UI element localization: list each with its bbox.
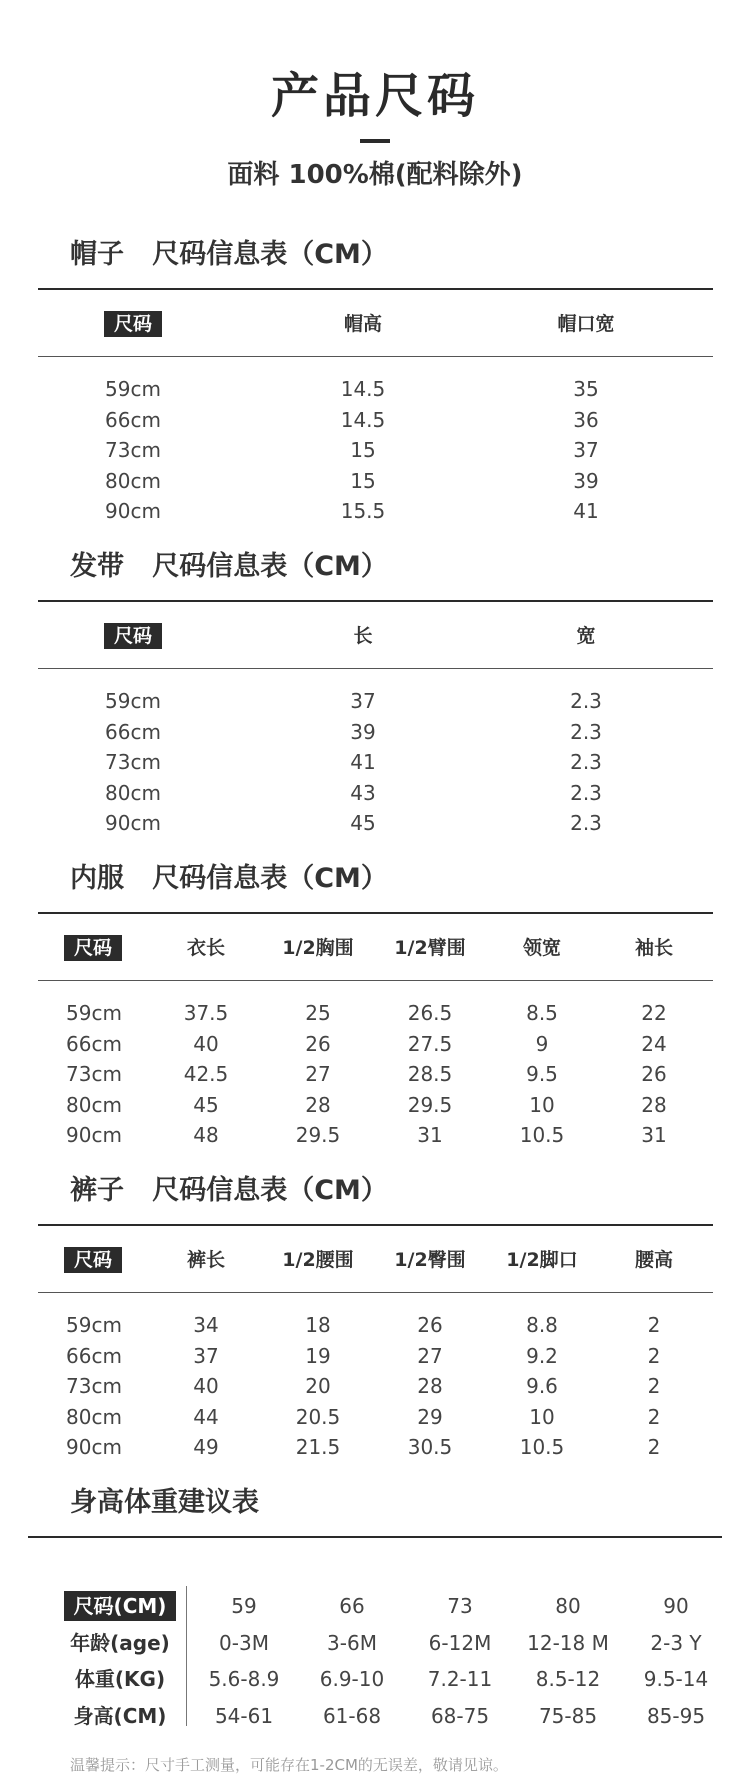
table-cell: 80 [555, 1594, 581, 1618]
header-cell-body-length: 衣长 [186, 937, 225, 959]
table-row [38, 435, 713, 465]
table-cell: 18 [305, 1313, 331, 1337]
height-weight-table [28, 1534, 722, 1734]
pants-section-title: 裤子 尺码信息表（CM） [70, 1175, 388, 1206]
title-divider [360, 139, 390, 143]
table-cell: 61-68 [322, 1703, 382, 1728]
table-cell: 0-3M [219, 1630, 269, 1655]
table-cell: 26 [305, 1031, 331, 1056]
table-cell: 73cm [105, 750, 161, 774]
table-row [38, 717, 713, 747]
table-cell: 26 [641, 1062, 667, 1086]
table-row [28, 1589, 722, 1623]
table-row [38, 1371, 713, 1401]
measurement-tip: 温馨提示：尺寸手工测量，可能存在1-2CM的无误差，敬请见谅。 [70, 1756, 508, 1774]
table-cell: 12-18 M [527, 1630, 609, 1655]
header-bottom-rule [38, 668, 713, 669]
header-cell-waist-height: 腰高 [634, 1249, 673, 1271]
table-row [38, 374, 713, 404]
header-cell-hat-height: 帽高 [343, 313, 382, 335]
table-cell: 2 [647, 1404, 661, 1429]
header-cell-size: 尺码 [38, 1246, 148, 1274]
table-cell: 42.5 [183, 1062, 229, 1086]
table-cell: 8.5 [526, 1001, 558, 1025]
table-cell: 30.5 [407, 1435, 453, 1459]
table-cell: 90cm [66, 1123, 122, 1147]
top-section-title: 内服 尺码信息表（CM） [70, 863, 388, 894]
row-label: 体重(KG) [74, 1667, 166, 1691]
page-title: 产品尺码 [270, 68, 479, 124]
table-cell: 10 [529, 1404, 555, 1429]
header-cell-collar-width: 领宽 [522, 937, 561, 959]
header-cell-half-hip: 1/2臀围 [394, 1249, 466, 1271]
table-row [38, 778, 713, 808]
table-row [38, 1090, 713, 1120]
table-cell: 80cm [105, 780, 161, 805]
table-cell: 66 [339, 1594, 365, 1618]
header-bottom-rule [38, 1292, 713, 1293]
table-cell: 41 [350, 750, 376, 774]
table-cell: 8.8 [526, 1313, 558, 1337]
table-cell: 25 [305, 1001, 331, 1025]
table-cell: 6.9-10 [319, 1667, 385, 1691]
table-cell: 41 [573, 499, 599, 523]
table-row [38, 808, 713, 838]
table-cell: 9.6 [526, 1374, 558, 1398]
table-cell: 31 [417, 1123, 443, 1147]
table-row [28, 1626, 722, 1660]
table-cell: 39 [573, 468, 599, 493]
table-cell: 20 [305, 1374, 331, 1398]
table-cell: 28 [641, 1092, 667, 1117]
table-cell: 54-61 [214, 1703, 274, 1728]
table-cell: 37 [193, 1343, 219, 1368]
table-cell: 59cm [105, 377, 161, 401]
table-cell: 27 [417, 1343, 443, 1368]
table-row [38, 1059, 713, 1089]
row-label: 身高(CM) [73, 1703, 167, 1728]
table-cell: 73 [447, 1594, 473, 1618]
hat-header-row [38, 310, 713, 338]
table-cell: 2.3 [570, 811, 602, 835]
table-row [28, 1699, 722, 1733]
weight-section-title: 身高体重建议表 [70, 1487, 259, 1518]
table-cell: 73cm [105, 438, 161, 462]
table-cell: 66cm [105, 407, 161, 432]
table-cell: 10 [529, 1092, 555, 1117]
header-cell-width: 宽 [576, 625, 596, 647]
table-cell: 8.5-12 [535, 1667, 601, 1691]
header-bottom-rule [38, 356, 713, 357]
headband-section-title: 发带 尺码信息表（CM） [70, 551, 388, 582]
table-cell: 35 [573, 377, 599, 401]
table-cell: 34 [193, 1313, 219, 1337]
table-cell: 90cm [66, 1435, 122, 1459]
table-cell: 22 [641, 1001, 667, 1025]
table-cell: 29 [417, 1404, 443, 1429]
table-cell: 37 [350, 689, 376, 713]
table-cell: 26 [417, 1313, 443, 1337]
table-cell: 9.2 [526, 1343, 558, 1368]
table-cell: 29.5 [407, 1092, 453, 1117]
table-cell: 66cm [66, 1343, 122, 1368]
table-cell: 37.5 [183, 1001, 229, 1025]
header-cell-half-arm: 1/2臂围 [394, 937, 466, 959]
header-cell-length: 长 [353, 625, 373, 647]
table-cell: 2 [647, 1343, 661, 1368]
table-cell: 48 [193, 1123, 219, 1147]
table-cell: 85-95 [646, 1703, 706, 1728]
table-cell: 59cm [66, 1001, 122, 1025]
table-row [38, 1341, 713, 1371]
header-cell-pants-length: 裤长 [186, 1249, 225, 1271]
top-header-row [38, 934, 713, 962]
table-cell: 20.5 [295, 1404, 341, 1429]
table-cell: 66cm [66, 1031, 122, 1056]
table-cell: 43 [350, 780, 376, 805]
table-cell: 26.5 [407, 1001, 453, 1025]
table-cell: 90cm [105, 811, 161, 835]
table-cell: 49 [193, 1435, 219, 1459]
table-cell: 73cm [66, 1062, 122, 1086]
hat-section-title: 帽子 尺码信息表（CM） [70, 239, 388, 270]
table-cell: 45 [350, 811, 376, 835]
table-cell: 2.3 [570, 689, 602, 713]
top-size-section [38, 862, 713, 1147]
table-cell: 39 [350, 719, 376, 744]
table-row [38, 1402, 713, 1432]
headband-size-section [38, 550, 713, 835]
header-cell-half-chest: 1/2胸围 [282, 937, 354, 959]
section-top-rule [38, 600, 713, 602]
table-cell: 27 [305, 1062, 331, 1086]
header-cell-size: 尺码 [78, 622, 188, 650]
table-cell: 3-6M [327, 1630, 377, 1655]
table-cell: 80cm [105, 468, 161, 493]
table-cell: 73cm [66, 1374, 122, 1398]
table-cell: 59 [231, 1594, 257, 1618]
table-cell: 9.5-14 [643, 1667, 709, 1691]
table-cell: 80cm [66, 1092, 122, 1117]
table-cell: 10.5 [519, 1123, 565, 1147]
table-cell: 2.3 [570, 750, 602, 774]
table-row [38, 1029, 713, 1059]
table-cell: 40 [193, 1031, 219, 1056]
section-top-rule [38, 288, 713, 290]
table-cell: 15.5 [340, 499, 386, 523]
header-cell-half-leg-opening: 1/2脚口 [506, 1249, 578, 1271]
header-cell-brim-width: 帽口宽 [557, 313, 615, 335]
table-cell: 28 [305, 1092, 331, 1117]
table-cell: 59cm [105, 689, 161, 713]
row-label: 尺码(CM) [50, 1589, 190, 1623]
table-cell: 14.5 [340, 377, 386, 401]
table-cell: 15 [350, 468, 376, 493]
section-top-rule [38, 1224, 713, 1226]
table-cell: 27.5 [407, 1031, 453, 1056]
table-row [38, 747, 713, 777]
table-cell: 44 [193, 1404, 219, 1429]
row-label: 年龄(age) [70, 1630, 170, 1655]
table-cell: 2.3 [570, 780, 602, 805]
table-cell: 28.5 [407, 1062, 453, 1086]
table-cell: 9 [535, 1031, 549, 1056]
headband-header-row [38, 622, 713, 650]
table-row [38, 686, 713, 716]
table-cell: 10.5 [519, 1435, 565, 1459]
table-cell: 15 [350, 438, 376, 462]
table-cell: 6-12M [428, 1630, 492, 1655]
table-cell: 9.5 [526, 1062, 558, 1086]
table-cell: 2-3 Y [650, 1630, 702, 1655]
table-cell: 7.2-11 [427, 1667, 493, 1691]
table-cell: 31 [641, 1123, 667, 1147]
table-cell: 68-75 [430, 1703, 490, 1728]
header-cell-sleeve-length: 袖长 [634, 937, 673, 959]
fabric-subtitle: 面料 100%棉(配料除外) [227, 160, 523, 190]
table-cell: 2 [647, 1374, 661, 1398]
table-row [28, 1662, 722, 1696]
table-row [38, 466, 713, 496]
table-row [38, 1120, 713, 1150]
table-cell: 37 [573, 438, 599, 462]
table-cell: 14.5 [340, 407, 386, 432]
table-cell: 36 [573, 407, 599, 432]
table-cell: 21.5 [295, 1435, 341, 1459]
section-top-rule [38, 912, 713, 914]
header-cell-size: 尺码 [38, 934, 148, 962]
table-cell: 24 [641, 1031, 667, 1056]
table-cell: 66cm [105, 719, 161, 744]
table-cell: 90cm [105, 499, 161, 523]
table-cell: 75-85 [538, 1703, 598, 1728]
table-cell: 90 [663, 1594, 689, 1618]
table-row [38, 1432, 713, 1462]
pants-header-row [38, 1246, 713, 1274]
table-cell: 19 [305, 1343, 331, 1368]
header-cell-half-waist: 1/2腰围 [282, 1249, 354, 1271]
table-row [38, 405, 713, 435]
table-cell: 80cm [66, 1404, 122, 1429]
table-row [38, 998, 713, 1028]
table-row [38, 1310, 713, 1340]
header-cell-size: 尺码 [78, 310, 188, 338]
table-cell: 45 [193, 1092, 219, 1117]
header-bottom-rule [38, 980, 713, 981]
table-cell: 2 [647, 1313, 661, 1337]
hat-size-section [38, 238, 713, 523]
table-cell: 59cm [66, 1313, 122, 1337]
table-cell: 28 [417, 1374, 443, 1398]
table-row [38, 496, 713, 526]
table-cell: 29.5 [295, 1123, 341, 1147]
table-cell: 2 [647, 1435, 661, 1459]
table-cell: 5.6-8.9 [208, 1667, 280, 1691]
table-cell: 2.3 [570, 719, 602, 744]
table-cell: 40 [193, 1374, 219, 1398]
pants-size-section [38, 1174, 713, 1459]
